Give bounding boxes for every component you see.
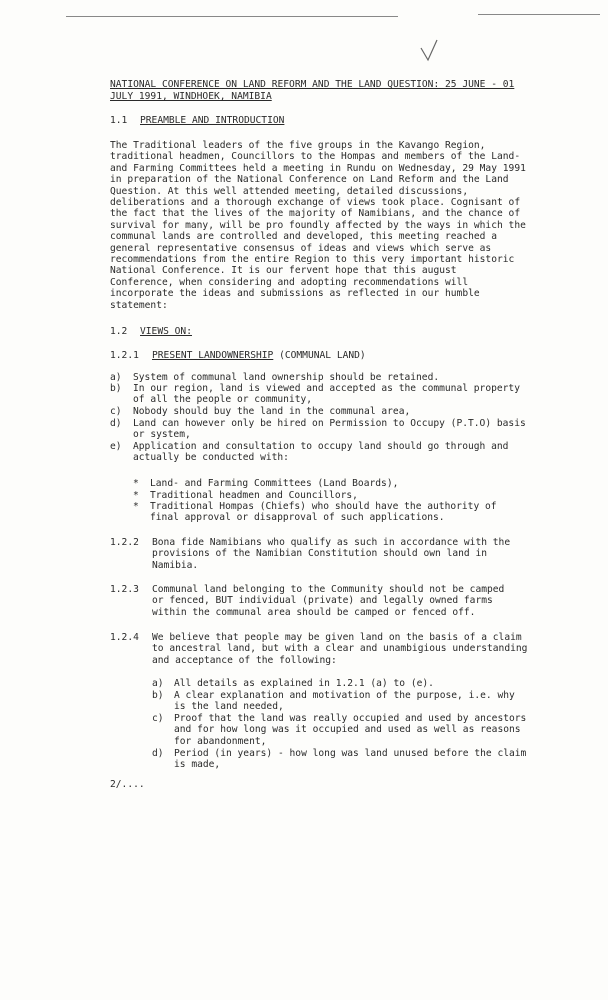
list-item: Application and consultation to occupy land should go through and actually be conducted with: [133,441,509,464]
list-letter: c) [110,406,122,417]
list-letter: a) [110,372,122,383]
bullet-item: Traditional Hompas (Chiefs) who should have the authority of final approval or disapproval of such applications. [150,501,497,524]
section-number: 1.2 [110,326,128,337]
subsection-paragraph: Bona fide Namibians who qualify as such in accordance with the provisions of the Namibian Constitution should own land in Namibia. [152,537,511,571]
list-item: Period (in years) - how long was land unused before the claim is made, [174,748,527,771]
page-continuation: 2/.... [110,779,145,790]
subsection-paragraph: We believe that people may be given land on the basis of a claim to ancestral land, but with a clear and unambigious understanding and acceptance of the following: [152,632,528,666]
list-letter: c) [152,713,164,724]
bullet-item: Land- and Farming Committees (Land Boards), [150,478,399,489]
doc-header-line2: JULY 1991, WINDHOEK, NAMIBIA [110,91,272,102]
doc-header-line1: NATIONAL CONFERENCE ON LAND REFORM AND THE LAND QUESTION: 25 JUNE - 01 [110,79,515,90]
list-letter: b) [152,690,164,701]
list-letter: d) [152,748,164,759]
list-item: Land can however only be hired on Permission to Occupy (P.T.O) basis or system, [133,418,526,441]
list-item: Proof that the land was really occupied and used by ancestors and for how long was it occupied and used as well as reasons for abandonment, [174,713,527,747]
subsection-title: PRESENT LANDOWNERSHIP (COMMUNAL LAND) [152,350,366,361]
list-letter: b) [110,383,122,394]
list-item: A clear explanation and motivation of the purpose, i.e. why is the land needed, [174,690,515,713]
list-item: Nobody should buy the land in the communal area, [133,406,411,417]
list-letter: d) [110,418,122,429]
list-item: System of communal land ownership should be retained. [133,372,440,383]
section-number: 1.1 [110,115,128,126]
bullet-icon: * [133,490,139,501]
subsection-number: 1.2.4 [110,632,139,643]
list-item: All details as explained in 1.2.1 (a) to (e). [174,678,434,689]
subsection-number: 1.2.1 [110,350,139,361]
list-letter: a) [152,678,164,689]
list-letter: e) [110,441,122,452]
scan-line-right [478,14,600,15]
bullet-icon: * [133,501,139,512]
subsection-paragraph: Communal land belonging to the Community should not be camped or fenced, BUT individual (private) and legally owned farms within the communal area should be camped or fenced off. [152,584,505,618]
section-title: VIEWS ON: [140,326,192,337]
preamble-paragraph: The Traditional leaders of the five groups in the Kavango Region, traditional headmen, Councillors to the Hompas and members of the Land- and Farming Committees held a meeting in Rundu on Wednesday, 29 May 1991 in preparation of the National Conference on Land Reform and the Land Question. At this well attended meeting, detailed discussions, deliberations and a thorough exchange of views took place. Cognisant of the fact that the lives of the majority of Namibians, and the chance of survival for many, will be pro foundly affected by the ways in which the communal lands are controlled and developed, this meeting reached a general representative consensus of ideas and views which serve as recommendations from the entire Region to this very important historic National Conference. It is our fervent hope that this august Conference, when considering and adopting recommendations will incorporate the ideas and submissions as reflected in our humble statement: [110,140,526,311]
subsection-number: 1.2.2 [110,537,139,548]
subsection-number: 1.2.3 [110,584,139,595]
scan-line-left [66,16,398,17]
bullet-icon: * [133,478,139,489]
list-item: In our region, land is viewed and accepted as the communal property of all the people or community, [133,383,520,406]
check-mark-icon [418,38,440,64]
bullet-item: Traditional headmen and Councillors, [150,490,358,501]
section-title: PREAMBLE AND INTRODUCTION [140,115,285,126]
